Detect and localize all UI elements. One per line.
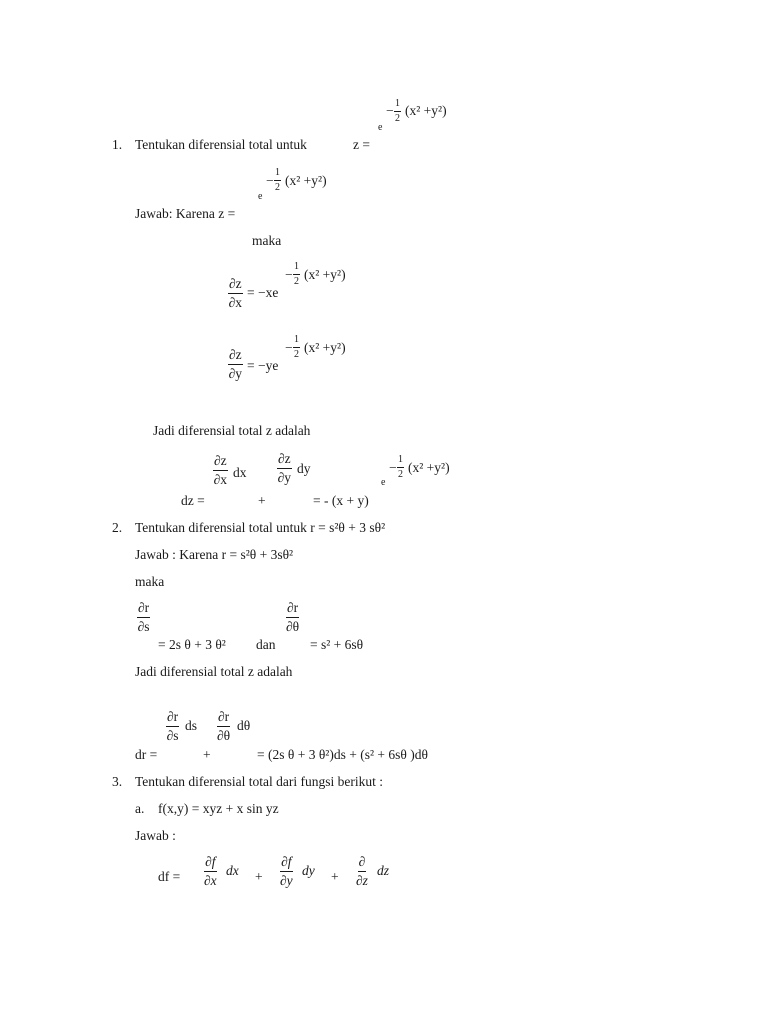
q3-df-eq: df =: [158, 869, 181, 884]
q1-z-eq: z =: [353, 137, 370, 152]
q1-dz-dx-fraction: $\frac{\partial z}{\partial x}$: [228, 276, 243, 310]
q1-exp-e: e: [378, 122, 383, 133]
q2-jadi: Jadi diferensial total z adalah: [135, 664, 293, 679]
q2-number: 2.: [112, 520, 123, 535]
q2-dr-dtheta-fraction: $\frac{\partial r}{\partial\theta}$: [286, 600, 300, 634]
q1-jawab-exp-e: e: [258, 191, 263, 202]
q1-exp-minus: −: [386, 103, 394, 118]
q1-total-dy: dy: [297, 461, 311, 476]
q2-total-dtheta: dθ: [237, 718, 251, 733]
q2-dr-dtheta-value: = s² + 6sθ: [310, 637, 364, 652]
q1-total-exp-e: e: [381, 477, 386, 488]
q3-d-dz-fraction: ∂ ∂z: [356, 854, 368, 888]
q2-dr-ds-value: = 2s θ + 3 θ²: [158, 637, 226, 652]
q1-dx-exp-minus: −: [285, 267, 293, 282]
q2-total-dr-ds: $\frac{\partial r}{\partial s}$: [166, 709, 179, 743]
q1-total-dx: dx: [233, 465, 247, 480]
q1-maka: maka: [252, 233, 282, 248]
q1-jawab-exp-paren: (x² +y²): [285, 173, 327, 188]
q3-dz: dz: [377, 863, 390, 878]
q3-dy: dy: [302, 863, 315, 878]
q1-dy-exp-half: $\frac{1}{2}$: [294, 334, 299, 360]
q3-a-function: f(x,y) = xyz + x sin yz: [158, 801, 279, 816]
q1-jawab-exp-half: $\frac{1}{2}$: [275, 167, 280, 193]
q2-total-dr-dtheta: $\frac{\partial r}{\partial\theta}$: [217, 709, 231, 743]
q2-total-ds: ds: [185, 718, 198, 733]
q1-total-exp-half: $\frac{1}{2}$: [398, 454, 403, 480]
q1-exp-paren: (x² +y²): [405, 103, 447, 118]
q2-maka: maka: [135, 574, 165, 589]
q1-plus: +: [258, 493, 266, 508]
q3-dx: dx: [226, 863, 239, 878]
q1-jawab: Jawab: Karena z =: [135, 206, 236, 221]
q1-dx-exp-paren: (x² +y²): [304, 267, 346, 282]
q2-jawab: Jawab : Karena r = s²θ + 3sθ²: [135, 547, 294, 562]
q2-dr-result: = (2s θ + 3 θ²)ds + (s² + 6sθ )dθ: [257, 747, 428, 762]
q2-question: Tentukan diferensial total untuk r = s²θ + 3 sθ²: [135, 520, 386, 535]
q1-question: Tentukan diferensial total untuk: [135, 137, 307, 152]
q2-dan: dan: [256, 637, 276, 652]
q1-dz-result: = - (x + y): [313, 493, 369, 508]
q2-dr-eq: dr =: [135, 747, 158, 762]
q1-dz-dx-value: = −xe: [247, 285, 279, 300]
q3-df-dy-fraction: $\frac{\partial f}{\partial y}$: [280, 854, 293, 888]
q1-jawab-exp-minus: −: [266, 173, 274, 188]
q3-a-label: a.: [135, 801, 145, 816]
q1-dz-dy-value: = −ye: [247, 358, 279, 373]
q3-df-dx-fraction: $\frac{\partial f}{\partial x}$: [204, 854, 217, 888]
q1-number: 1.: [112, 137, 123, 152]
q1-jadi: Jadi diferensial total z adalah: [153, 423, 311, 438]
q3-question: Tentukan diferensial total dari fungsi berikut :: [135, 774, 383, 789]
q1-total-dz-dy: $\frac{\partial z}{\partial y}$: [277, 451, 292, 485]
q1-dy-exp-paren: (x² +y²): [304, 340, 346, 355]
q2-dr-ds-fraction: $\frac{\partial r}{\partial s}$: [137, 600, 150, 634]
q1-total-dz-dx: $\frac{\partial z}{\partial x}$: [213, 453, 228, 487]
q1-total-exp-minus: −: [389, 460, 397, 475]
q1-dx-exp-half: $\frac{1}{2}$: [294, 261, 299, 287]
q1-total-exp-paren: (x² +y²): [408, 460, 450, 475]
q3-plus-2: +: [331, 869, 339, 884]
q1-dz-eq: dz =: [181, 493, 205, 508]
q1-dz-dy-fraction: $\frac{\partial z}{\partial y}$: [228, 347, 243, 381]
q2-plus: +: [203, 747, 211, 762]
q3-jawab: Jawab :: [135, 828, 176, 843]
q1-dy-exp-minus: −: [285, 340, 293, 355]
q3-plus-1: +: [255, 869, 263, 884]
q3-number: 3.: [112, 774, 123, 789]
q1-exp-half: $\frac{1}{2}$: [395, 98, 400, 124]
